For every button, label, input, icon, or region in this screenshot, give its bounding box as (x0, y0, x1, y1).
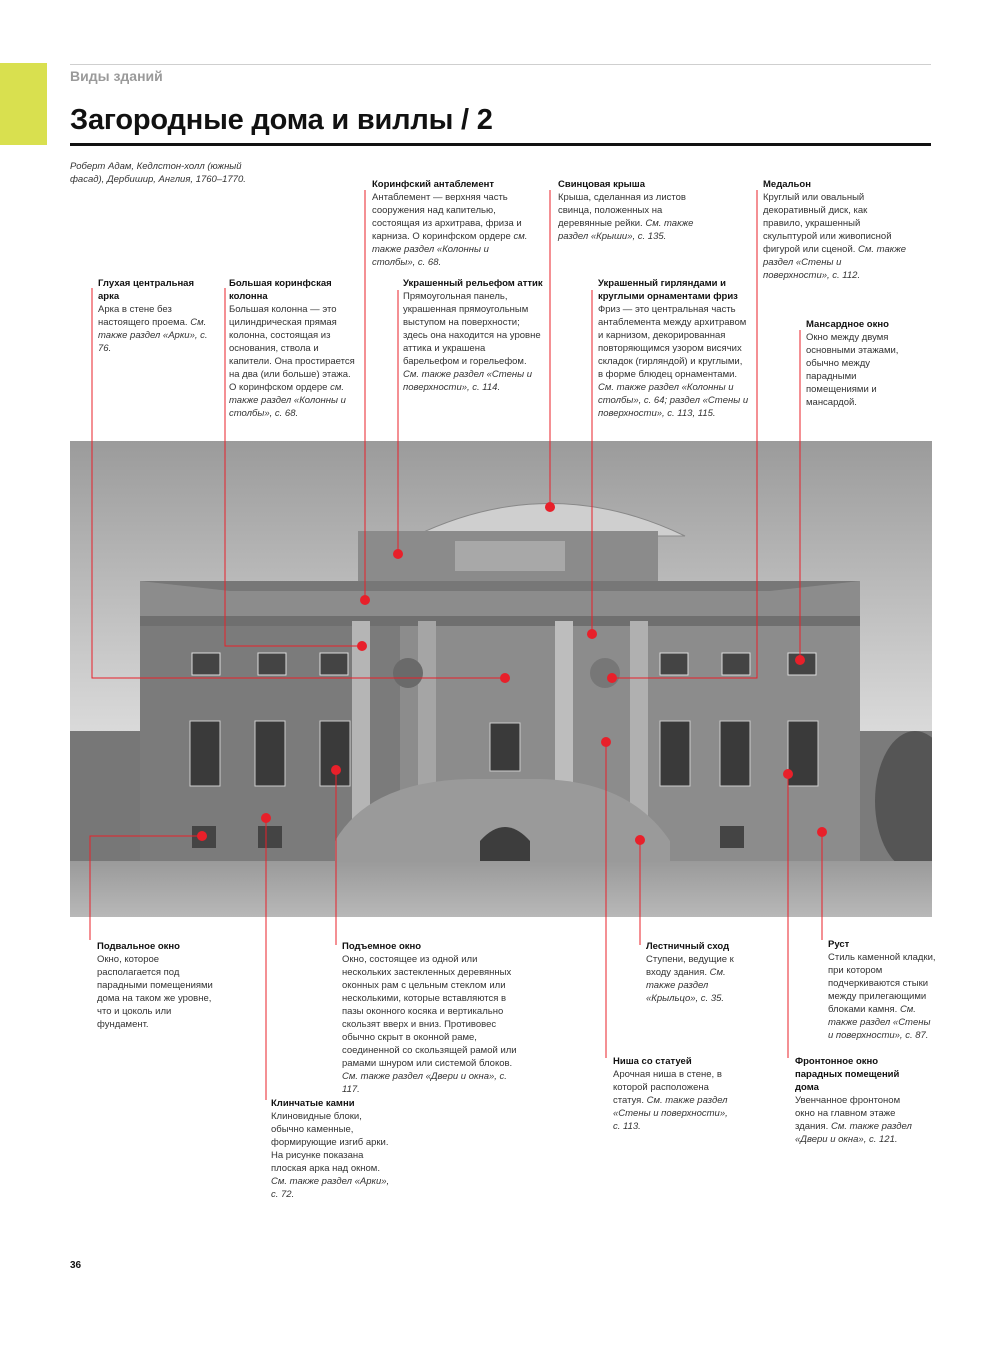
note-body: Ступени, ведущие к входу здания. (646, 954, 734, 978)
note-title: Подвальное окно (97, 941, 180, 952)
note-body: Крыша, сделанная из листов свинца, положенных на деревянные рейки. (558, 192, 686, 229)
note-lead-roof (558, 178, 698, 243)
note-rustication (828, 938, 938, 1042)
note-ref: См. также раздел «Крыши», с. 135. (558, 218, 694, 242)
note-body: Арка в стене без настоящего проема. (98, 304, 188, 328)
note-statue-niche (613, 1055, 728, 1133)
note-sash-window (342, 940, 527, 1096)
note-ref: См. также раздел «Арки», с. 76. (98, 317, 208, 354)
note-title: Мансардное окно (806, 319, 889, 330)
note-ref: См. также раздел «Двери и окна», с. 117. (342, 1071, 507, 1095)
note-title: Фронтонное окно парадных помещений дома (795, 1056, 900, 1093)
note-body: Стиль каменной кладки, при котором подчеркиваются стыки между прилегающими блоками камня. (828, 952, 936, 1015)
note-body: Прямоугольная панель, украшенная прямоугольным выступом на поверхности; здесь она находится на уровне аттика и украшена барельефом и горельефом. (403, 291, 541, 367)
note-body: Окно, которое располагается под парадными помещениями дома на таком же уровне, что и цоколь или фундамент. (97, 954, 213, 1030)
facade-photograph (70, 441, 932, 917)
note-title: Глухая центральная арка (98, 278, 195, 302)
note-title: Украшенный гирляндами и круглыми орнаментами фриз (598, 278, 738, 302)
note-ref: См. также раздел «Крыльцо», с. 35. (646, 967, 726, 1004)
note-body: Клиновидные блоки, обычно каменные, формирующие изгиб арки. На рисунке показана плоская арка над окном. (271, 1111, 389, 1174)
note-corinthian-entablature (372, 178, 532, 269)
page-number: 36 (70, 1260, 82, 1271)
note-ref: См. также раздел «Колонны и столбы», с. 64; раздел «Стены и поверхности», с. 113, 115. (598, 382, 749, 419)
note-ref: См. также раздел «Стены и поверхности», с. 87. (828, 1004, 931, 1041)
note-frieze (598, 277, 750, 420)
title-rule (70, 143, 931, 146)
note-body: Увенчанное фронтоном окно на главном этаже здания. (795, 1095, 901, 1132)
note-title: Коринфский антаблемент (372, 179, 495, 190)
note-ref: См. также раздел «Стены и поверхности», с. 112. (763, 244, 907, 281)
note-body: Антаблемент — верхняя часть сооружения над капителью, состоящая из архитрава, фриза и карниза. О коринфском ордере (372, 192, 522, 242)
note-title: Руст (828, 939, 850, 950)
note-pedimented-window (795, 1055, 920, 1146)
note-ref: См. также раздел «Арки», с. 72. (271, 1176, 390, 1200)
note-ref: См. также раздел «Стены и поверхности», с. 113. (613, 1095, 728, 1132)
note-title: Лестничный сход (646, 941, 730, 952)
note-title: Клинчатые камни (271, 1098, 355, 1109)
note-basement-window (97, 940, 222, 1031)
note-title: Ниша со статуей (613, 1056, 692, 1067)
note-title: Большая коринфская колонна (229, 278, 332, 302)
note-body: Окно между двумя основными этажами, обычно между парадными помещениями и мансардой. (806, 332, 899, 408)
note-giant-column (229, 277, 357, 420)
note-body: Круглый или овальный декоративный диск, как правило, украшенный скульптурой или живописной фигурой или сценой. (763, 192, 892, 255)
note-body: Окно, состоящее из одной или нескольких застекленных деревянных оконных рам с цельным стеклом или несколькими, которые вставляются в пазы оконного косяка и вертикально скользят вверх и вниз. Противовес обычно скрыт в оконной раме, соединенной со скользящей рамой или рамами шнуром или системой блоков. (342, 954, 517, 1069)
header-rule (70, 64, 931, 65)
note-voussoirs (271, 1097, 391, 1201)
note-body: Большая колонна — это цилиндрическая прямая колонна, состоящая из основания, ствола и капители. Она простирается на два (или больше) этажа. О коринфском ордере (229, 304, 355, 393)
note-ref: См. также раздел «Двери и окна», с. 121. (795, 1121, 912, 1145)
note-ref: См. также раздел «Стены и поверхности», с. 114. (403, 369, 533, 393)
note-title: Украшенный рельефом аттик (403, 278, 543, 289)
section-label: Виды зданий (70, 68, 163, 84)
note-relief-attic (403, 277, 543, 394)
note-title: Свинцовая крыша (558, 179, 645, 190)
note-body: Фриз — это центральная часть антаблемента между архитравом и карнизом, декорированная повторяющимся узором висячих складок (гирляндой) и круглыми, в форме блюдец орнаментами. (598, 304, 747, 380)
accent-block (0, 63, 47, 145)
photo-caption: Роберт Адам, Кедлстон-холл (южный фасад), Дербишир, Англия, 1760–1770. (70, 161, 246, 185)
page-title: Загородные дома и виллы / 2 (70, 104, 493, 136)
note-title: Медальон (763, 179, 811, 190)
note-ref: см. также раздел «Колонны и столбы», с. 68. (229, 382, 346, 419)
note-ref: см. также раздел «Колонны и столбы», с. 68. (372, 231, 528, 268)
note-staircase (646, 940, 756, 1005)
note-mezzanine-window (806, 318, 911, 409)
note-blind-arch (98, 277, 213, 355)
note-medallion (763, 178, 908, 282)
note-body: Арочная ниша в стене, в которой расположена статуя. (613, 1069, 722, 1106)
note-title: Подъемное окно (342, 941, 422, 952)
